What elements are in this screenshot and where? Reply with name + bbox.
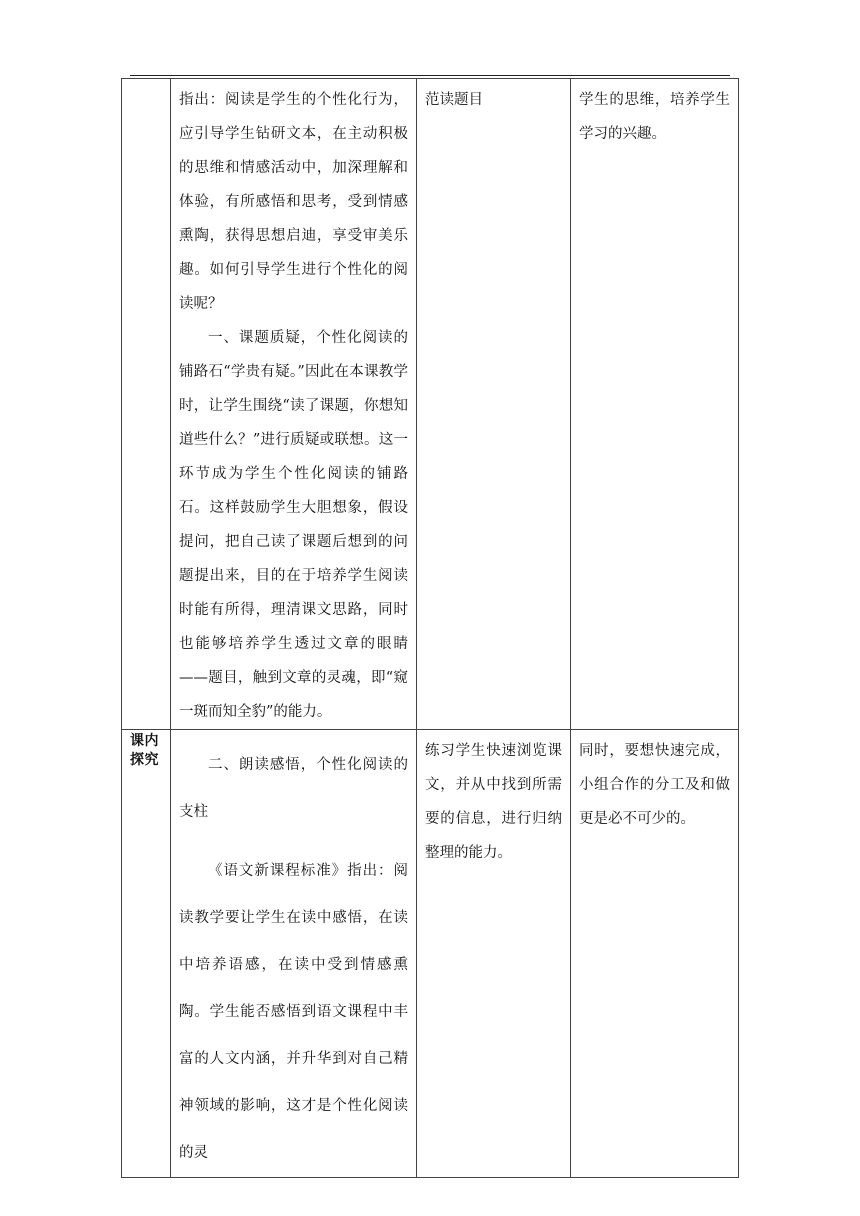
content-paragraph: 《语文新课程标准》指出：阅读教学要让学生在读中感悟，在读中培养语感，在读中受到情感熏陶。学生能否感悟到语文课程中丰富的人文内涵，并升华到对自己精神领域的影响，这才是个性化阅读的灵 bbox=[179, 863, 408, 1161]
student-activity-cell bbox=[417, 730, 571, 1178]
content-paragraph: 一、课题质疑，个性化阅读的铺路石“学贵有疑。”因此在本课教学时，让学生围绕“读了课题，你想知道些什么？”进行质疑或联想。这一环节成为学生个性化阅读的铺路石。这样鼓励学生大胆想象，假设提问，把自己读了课题后想到的问题提出来，目的在于培养学生阅读时能有所得，理清课文思路，同时也能够培养学生透过文章的眼睛——题目，触到文章的灵魂，即“窥一斑而知全豹”的能力。 bbox=[179, 330, 408, 720]
design-intent-cell bbox=[571, 79, 739, 730]
design-intent-text: 学生的思维，培养学生学习的兴趣。 bbox=[579, 92, 730, 142]
table-row bbox=[122, 730, 739, 1178]
section-label: 课内探究 bbox=[130, 733, 159, 768]
design-intent-cell bbox=[571, 730, 739, 1178]
student-activity-text: 练习学生快速浏览课文，并从中找到所需要的信息，进行归纳整理的能力。 bbox=[425, 743, 562, 861]
content-paragraph: 二、朗读感悟，个性化阅读的支柱 bbox=[179, 757, 408, 820]
header-rule bbox=[130, 75, 730, 76]
section-label-cell bbox=[122, 730, 171, 1178]
design-intent-text: 同时，要想快速完成，小组合作的分工及和做更是必不可少的。 bbox=[579, 743, 730, 827]
lesson-plan-table bbox=[121, 78, 739, 1178]
table-row bbox=[122, 79, 739, 730]
teaching-content-cell bbox=[171, 730, 417, 1178]
section-label-cell bbox=[122, 79, 171, 730]
student-activity-cell bbox=[417, 79, 571, 730]
student-activity-text: 范读题目 bbox=[425, 92, 483, 108]
section-label bbox=[122, 79, 170, 81]
teaching-content-cell bbox=[171, 79, 417, 730]
content-paragraph: 指出：阅读是学生的个性化行为，应引导学生钻研文本，在主动积极的思维和情感活动中，加深理解和体验，有所感悟和思考，受到情感熏陶，获得思想启迪，享受审美乐趣。如何引导学生进行个性化的阅读呢？ bbox=[179, 92, 408, 312]
